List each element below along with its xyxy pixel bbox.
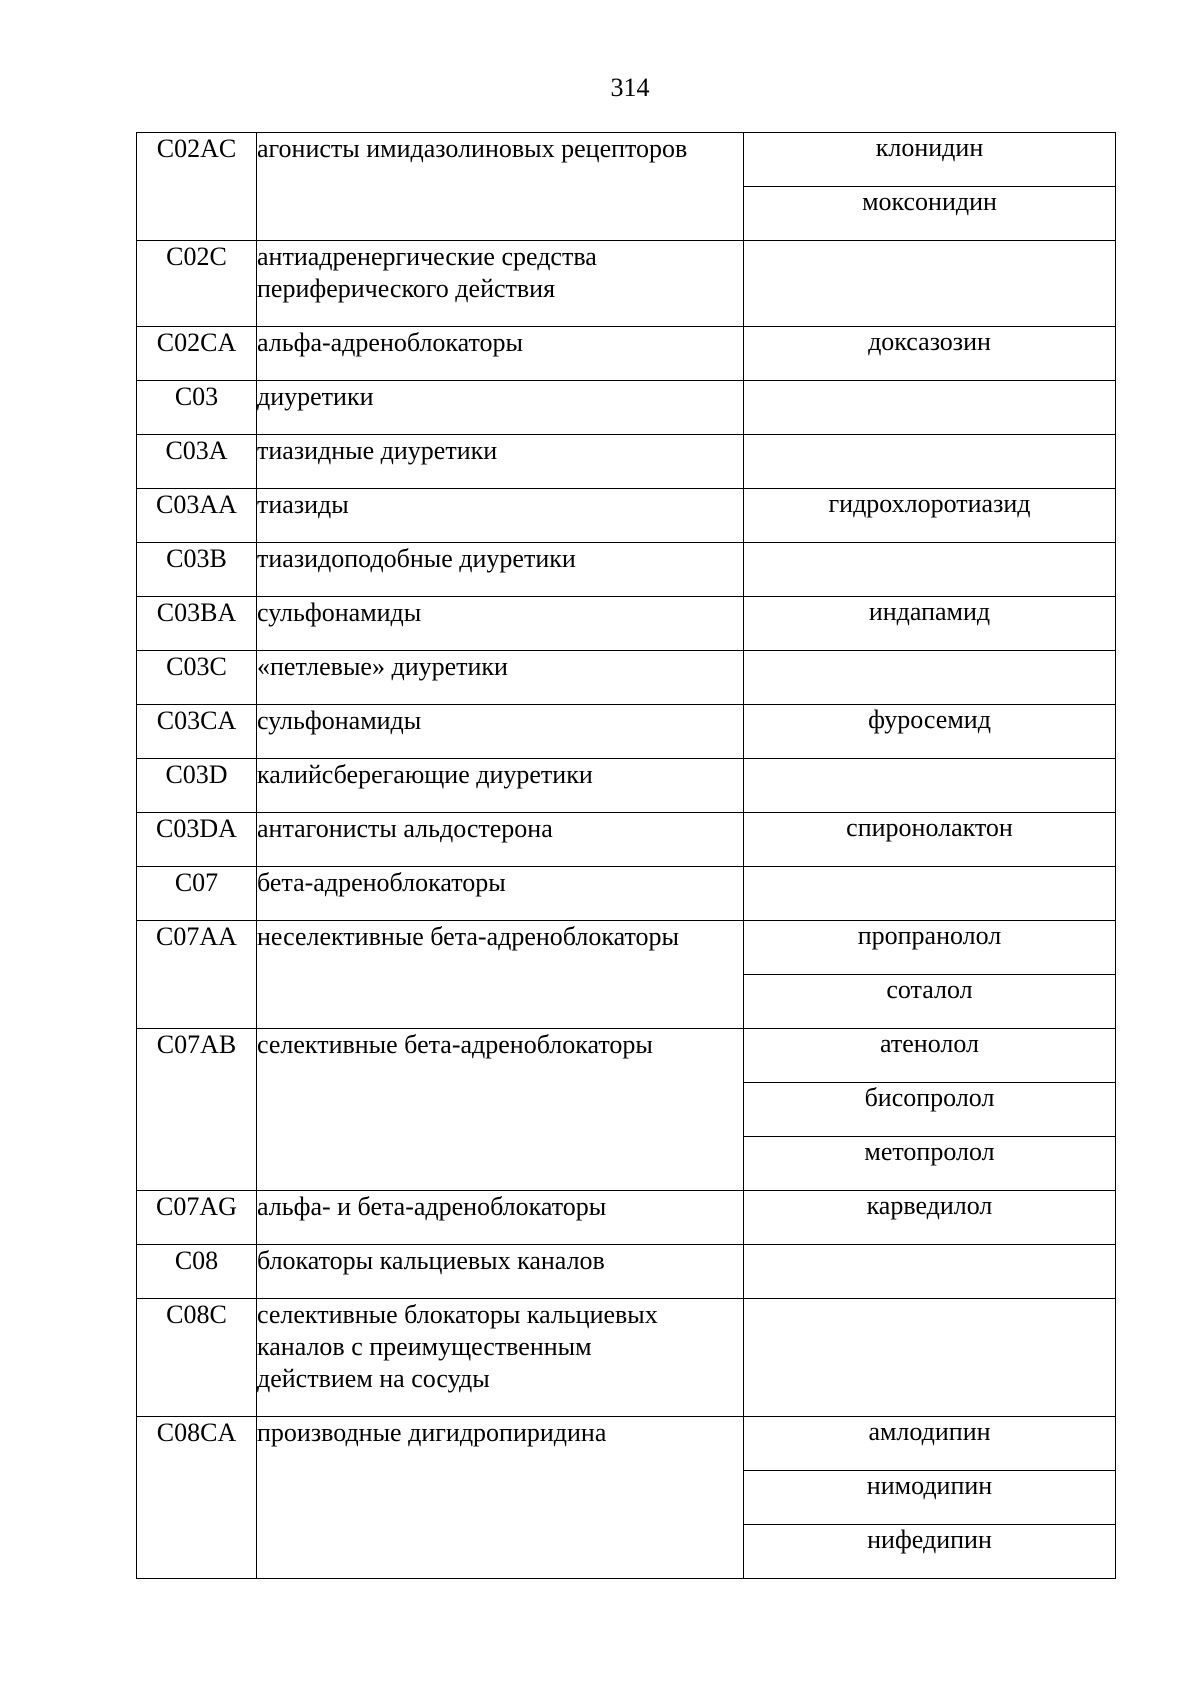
table-row: [137, 489, 1116, 543]
atc-code-cell: [137, 921, 257, 1029]
atc-code-cell: [137, 651, 257, 705]
atc-group-name-line: диуретики: [257, 382, 374, 411]
atc-code: C03D: [165, 760, 228, 789]
drug-name-cell: индапамид: [744, 597, 1116, 651]
atc-group-name-line: тиазидоподобные диуретики: [257, 544, 576, 573]
atc-group-name-cell: [257, 1417, 744, 1579]
atc-group-name-cell: [257, 543, 744, 597]
drug-name-cell: пропранолол: [744, 921, 1116, 975]
atc-code: C02C: [166, 242, 227, 271]
atc-group-name-line: селективные бета-адреноблокаторы: [257, 1030, 653, 1059]
table-row: [137, 381, 1116, 435]
table-row: [137, 705, 1116, 759]
atc-code: C03A: [165, 436, 228, 465]
atc-group-name-cell: [257, 651, 744, 705]
atc-group-name-line: «петлевые» диуретики: [257, 652, 508, 681]
atc-group-name-line: тиазиды: [257, 490, 349, 519]
table-row: [137, 867, 1116, 921]
atc-group-name-cell: [257, 867, 744, 921]
atc-group-name-line: каналов с преимущественным: [257, 1332, 592, 1361]
table-row: [137, 813, 1116, 867]
table-row: [137, 1029, 1116, 1083]
atc-group-name-line: калийсберегающие диуретики: [257, 760, 593, 789]
atc-code-cell: [137, 1029, 257, 1191]
atc-code-cell: [137, 705, 257, 759]
atc-code-cell: [137, 813, 257, 867]
table-row: [137, 1191, 1116, 1245]
table-row: [137, 1245, 1116, 1299]
atc-group-name-cell: [257, 1299, 744, 1417]
table-row: [137, 133, 1116, 187]
table-row: [137, 543, 1116, 597]
atc-code: C03C: [166, 652, 227, 681]
empty-drug-cell: [744, 1245, 1116, 1299]
atc-group-name-cell: [257, 705, 744, 759]
table-row: [137, 759, 1116, 813]
atc-code-cell: [137, 597, 257, 651]
drug-name-cell: клонидин: [744, 133, 1116, 187]
drug-name-cell: нимодипин: [744, 1471, 1116, 1525]
atc-group-name-line: агонисты имидазолиновых рецепторов: [257, 134, 688, 163]
atc-code: C02AC: [156, 134, 237, 163]
atc-code-cell: [137, 1245, 257, 1299]
drug-name-cell: бисопролол: [744, 1083, 1116, 1137]
atc-code: C03BA: [156, 598, 237, 627]
atc-group-name-line: селективные блокаторы кальциевых: [257, 1300, 658, 1329]
atc-code-cell: [137, 241, 257, 327]
atc-code: C07AA: [156, 922, 237, 951]
atc-code: C03DA: [156, 814, 237, 843]
atc-code-cell: [137, 759, 257, 813]
atc-group-name-cell: [257, 1191, 744, 1245]
table-row: [137, 435, 1116, 489]
atc-group-name-line: блокаторы кальциевых каналов: [257, 1246, 605, 1275]
drug-name-cell: спиронолактон: [744, 813, 1116, 867]
atc-group-name-line: альфа-адреноблокаторы: [257, 328, 524, 357]
drug-name-cell: моксонидин: [744, 187, 1116, 241]
atc-group-name-cell: [257, 597, 744, 651]
atc-code: C03: [174, 382, 219, 411]
atc-code-cell: [137, 543, 257, 597]
drug-name-cell: метопролол: [744, 1137, 1116, 1191]
atc-code-cell: [137, 327, 257, 381]
atc-group-name-line: антагонисты альдостерона: [257, 814, 553, 843]
atc-code-cell: [137, 1299, 257, 1417]
atc-drug-table: [136, 132, 1116, 1579]
atc-code-cell: [137, 867, 257, 921]
atc-code: C03CA: [156, 706, 237, 735]
table-row: [137, 921, 1116, 975]
atc-group-name-line: тиазидные диуретики: [257, 436, 498, 465]
table-row: [137, 597, 1116, 651]
atc-group-name-line: неселективные бета-адреноблокаторы: [257, 922, 679, 951]
atc-code-cell: [137, 381, 257, 435]
empty-drug-cell: [744, 867, 1116, 921]
empty-drug-cell: [744, 381, 1116, 435]
atc-group-name-cell: [257, 759, 744, 813]
drug-name-cell: фуросемид: [744, 705, 1116, 759]
table-row: [137, 241, 1116, 327]
table-row: [137, 1299, 1116, 1417]
empty-drug-cell: [744, 543, 1116, 597]
atc-code-cell: [137, 1191, 257, 1245]
drug-name-cell: соталол: [744, 975, 1116, 1029]
atc-group-name-cell: [257, 241, 744, 327]
atc-code-cell: [137, 435, 257, 489]
empty-drug-cell: [744, 651, 1116, 705]
page-number: 314: [610, 73, 650, 102]
atc-group-name-cell: [257, 1245, 744, 1299]
empty-drug-cell: [744, 241, 1116, 327]
atc-code: C08CA: [156, 1418, 237, 1447]
atc-group-name-cell: [257, 921, 744, 1029]
atc-code: C02CA: [156, 328, 237, 357]
atc-code-cell: [137, 489, 257, 543]
atc-group-name-line: альфа- и бета-адреноблокаторы: [257, 1192, 607, 1221]
empty-drug-cell: [744, 435, 1116, 489]
atc-code: C07: [174, 868, 219, 897]
atc-group-name-line: производные дигидропиридина: [257, 1418, 607, 1447]
table-row: [137, 327, 1116, 381]
empty-drug-cell: [744, 1299, 1116, 1417]
atc-group-name-cell: [257, 1029, 744, 1191]
atc-group-name-cell: [257, 813, 744, 867]
atc-group-name-cell: [257, 381, 744, 435]
atc-group-name-line: антиадренергические средства: [257, 242, 597, 271]
table-row: [137, 651, 1116, 705]
atc-code: C08: [174, 1246, 219, 1275]
drug-name-cell: амлодипин: [744, 1417, 1116, 1471]
atc-code-cell: [137, 1417, 257, 1579]
atc-group-name-cell: [257, 327, 744, 381]
empty-drug-cell: [744, 759, 1116, 813]
atc-group-name-cell: [257, 435, 744, 489]
atc-code: C03AA: [156, 490, 237, 519]
drug-name-cell: нифедипин: [744, 1525, 1116, 1579]
atc-group-name-line: сульфонамиды: [257, 706, 422, 735]
drug-name-cell: атенолол: [744, 1029, 1116, 1083]
atc-code: C07AB: [156, 1030, 237, 1059]
drug-name-cell: гидрохлоротиазид: [744, 489, 1116, 543]
atc-group-name-line: бета-адреноблокаторы: [257, 868, 506, 897]
atc-code: C08C: [166, 1300, 227, 1329]
atc-group-name-line: действием на сосуды: [257, 1364, 490, 1393]
drug-name-cell: карведилол: [744, 1191, 1116, 1245]
atc-group-name-cell: [257, 133, 744, 241]
atc-group-name-line: периферического действия: [257, 274, 556, 303]
drug-name-cell: доксазозин: [744, 327, 1116, 381]
atc-code: C07AG: [156, 1192, 237, 1221]
atc-group-name-cell: [257, 489, 744, 543]
atc-group-name-line: сульфонамиды: [257, 598, 422, 627]
atc-code-cell: [137, 133, 257, 241]
atc-code: C03B: [166, 544, 227, 573]
table-row: [137, 1417, 1116, 1471]
table-body: [137, 133, 1116, 1579]
